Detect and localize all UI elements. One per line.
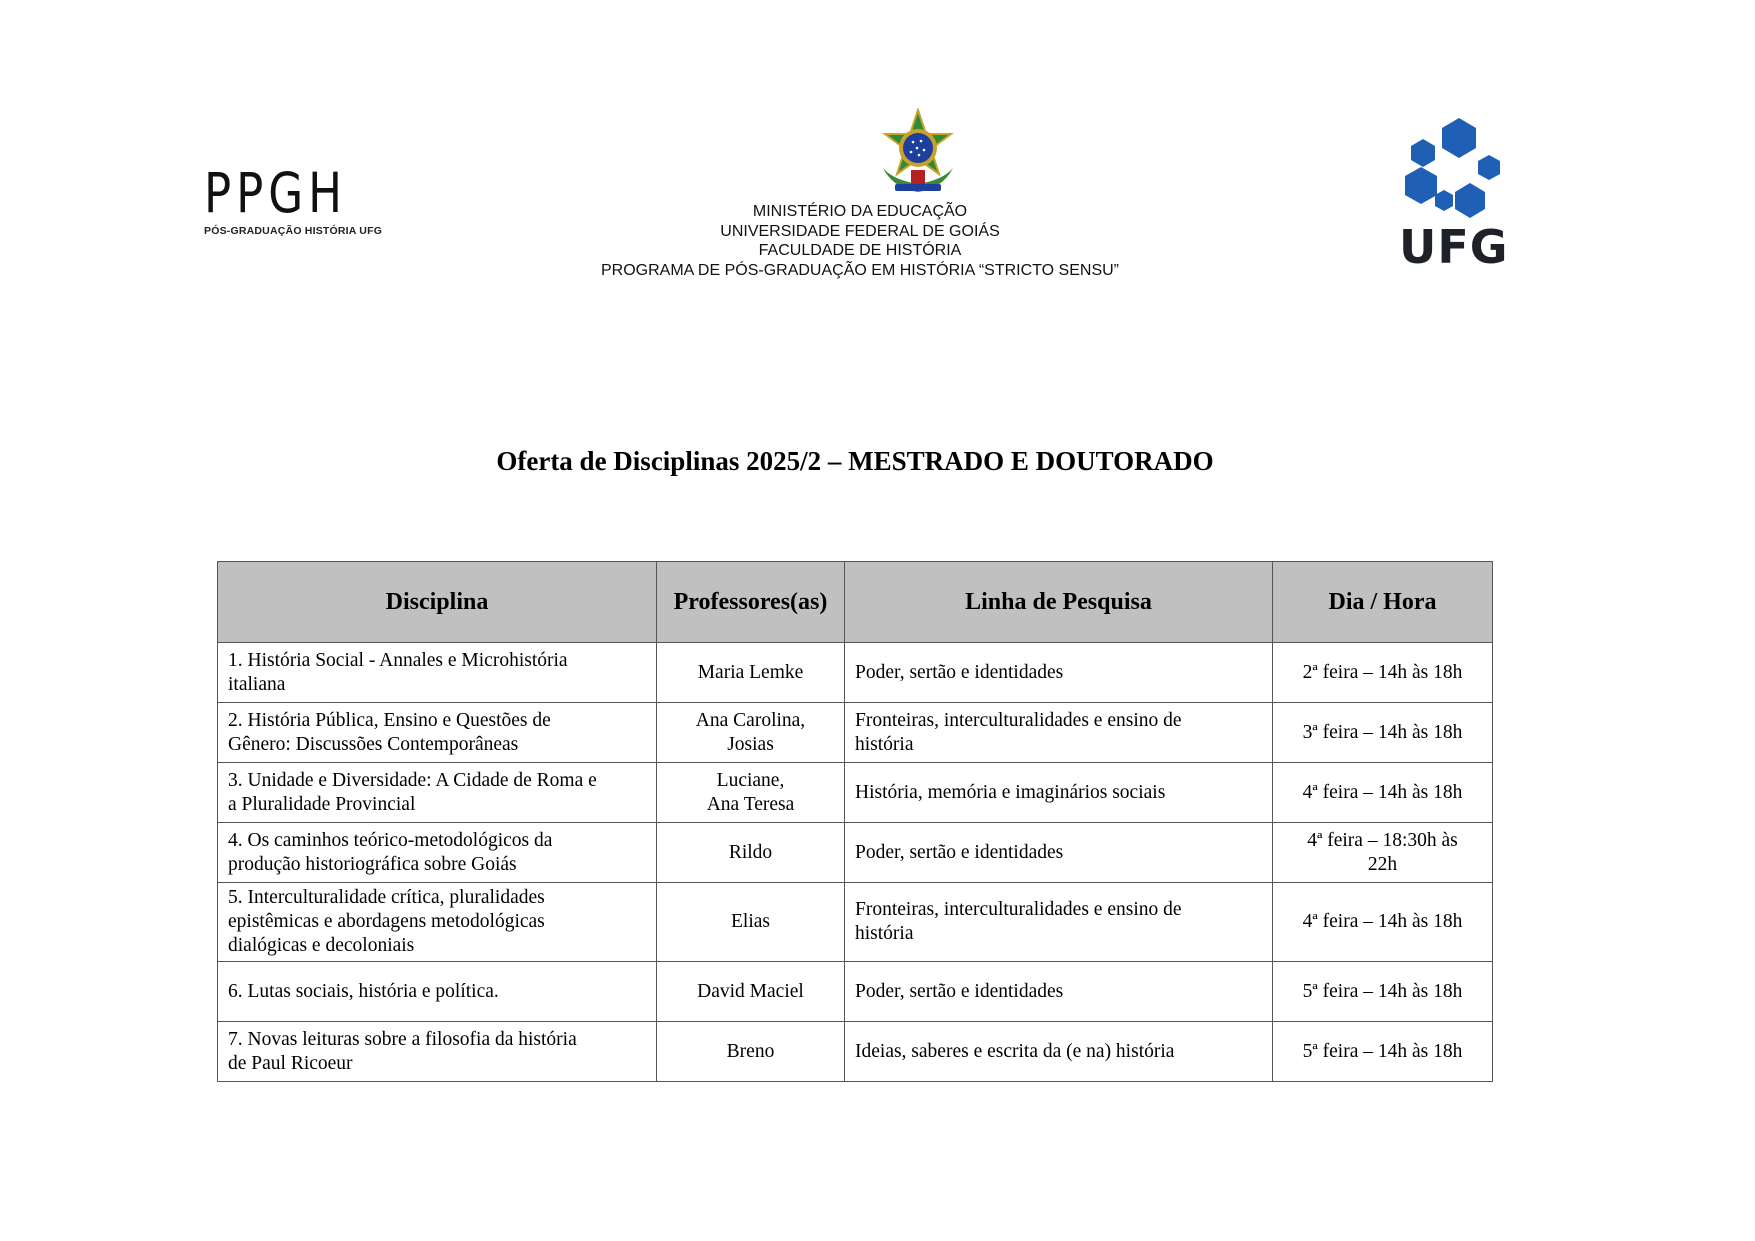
cell-line: italiana <box>228 673 286 695</box>
header-disciplina: Disciplina <box>218 562 657 643</box>
header-dia-hora: Dia / Hora <box>1273 562 1493 643</box>
cell-line: a Pluralidade Provincial <box>228 793 416 815</box>
cell-line: 4ª feira – 14h às 18h <box>1302 911 1463 932</box>
cell-professores <box>657 1022 845 1082</box>
cell-line: Poder, sertão e identidades <box>855 980 1064 1002</box>
table-row <box>218 962 1493 1022</box>
cell-line: 5ª feira – 14h às 18h <box>1302 980 1463 1002</box>
cell-line: Poder, sertão e identidades <box>855 841 1064 863</box>
cell-linha-de-pesquisa <box>845 962 1273 1022</box>
faculty-line: FACULDADE DE HISTÓRIA <box>758 242 962 259</box>
cell-linha-de-pesquisa <box>845 643 1273 703</box>
cell-dia-hora <box>1273 1022 1493 1082</box>
cell-line: 3ª feira – 14h às 18h <box>1302 721 1463 743</box>
cell-line: David Maciel <box>697 980 804 1002</box>
cell-disciplina <box>218 703 657 763</box>
cell-line: 4ª feira – 14h às 18h <box>1302 781 1463 803</box>
cell-line: 2. História Pública, Ensino e Questões de <box>228 709 551 731</box>
cell-dia-hora <box>1273 823 1493 883</box>
ppgh-logo-mark: PPGH <box>204 161 347 225</box>
cell-line: epistêmicas e abordagens metodológicas <box>228 911 545 932</box>
cell-line: 3. Unidade e Diversidade: A Cidade de Roma e <box>228 769 597 791</box>
cell-line: 2ª feira – 14h às 18h <box>1302 661 1463 683</box>
cell-line: história <box>855 733 914 755</box>
cell-line: 22h <box>1367 853 1398 875</box>
cell-line: Ideias, saberes e escrita da (e na) história <box>855 1040 1175 1062</box>
cell-line: Elias <box>731 911 770 932</box>
cell-professores <box>657 763 845 823</box>
cell-disciplina <box>218 962 657 1022</box>
header-professores: Professores(as) <box>657 562 845 643</box>
cell-professores <box>657 823 845 883</box>
cell-dia-hora <box>1273 962 1493 1022</box>
table-row <box>218 1022 1493 1082</box>
header-linha-de-pesquisa: Linha de Pesquisa <box>845 562 1273 643</box>
cell-dia-hora <box>1273 883 1493 962</box>
cell-linha-de-pesquisa <box>845 823 1273 883</box>
cell-line: Maria Lemke <box>697 661 804 683</box>
cell-disciplina <box>218 763 657 823</box>
table-body <box>218 643 1493 1082</box>
cell-line: Fronteiras, interculturalidades e ensino de <box>855 899 1182 920</box>
cell-line: Ana Carolina, <box>695 709 806 731</box>
cell-line: Rildo <box>728 841 773 863</box>
cell-professores <box>657 962 845 1022</box>
cell-dia-hora <box>1273 643 1493 703</box>
cell-line: Poder, sertão e identidades <box>855 661 1064 683</box>
institution-header <box>560 202 1160 280</box>
table-row <box>218 643 1493 703</box>
cell-line: 5ª feira – 14h às 18h <box>1302 1040 1463 1062</box>
cell-disciplina <box>218 1022 657 1082</box>
ministry-line: MINISTÉRIO DA EDUCAÇÃO <box>752 203 968 220</box>
cell-linha-de-pesquisa <box>845 883 1273 962</box>
cell-line: Fronteiras, interculturalidades e ensino de <box>855 709 1182 731</box>
ppgh-logo <box>204 161 383 237</box>
cell-line: 7. Novas leituras sobre a filosofia da história <box>228 1028 577 1050</box>
table-row <box>218 883 1493 962</box>
ppgh-logo-subtitle: PÓS-GRADUAÇÃO HISTÓRIA UFG <box>204 225 383 237</box>
cell-line: Josias <box>727 733 774 755</box>
program-line: PROGRAMA DE PÓS-GRADUAÇÃO EM HISTÓRIA “STRICTO SENSU” <box>601 261 1119 279</box>
cell-line: dialógicas e decoloniais <box>228 935 415 956</box>
document-title: Oferta de Disciplinas 2025/2 – MESTRADO E DOUTORADO <box>496 446 1214 476</box>
cell-dia-hora <box>1273 763 1493 823</box>
ufg-logo-text: UFG <box>1399 220 1509 274</box>
cell-linha-de-pesquisa <box>845 763 1273 823</box>
cell-professores <box>657 643 845 703</box>
cell-disciplina <box>218 823 657 883</box>
cell-disciplina <box>218 883 657 962</box>
course-offer-table <box>217 561 1493 1082</box>
cell-line: 4. Os caminhos teórico-metodológicos da <box>228 829 553 851</box>
cell-line: Ana Teresa <box>706 793 795 815</box>
brazil-coat-of-arms-icon <box>873 108 963 198</box>
cell-line: Gênero: Discussões Contemporâneas <box>228 733 519 755</box>
table-header-row <box>218 562 1493 643</box>
cell-line: 4ª feira – 18:30h às <box>1307 829 1458 851</box>
cell-line: Luciane, <box>716 769 785 791</box>
cell-line: 1. História Social - Annales e Microhistória <box>228 649 568 671</box>
cell-dia-hora <box>1273 703 1493 763</box>
ufg-logo <box>1399 115 1509 274</box>
university-line: UNIVERSIDADE FEDERAL DE GOIÁS <box>720 222 1000 240</box>
cell-linha-de-pesquisa <box>845 703 1273 763</box>
cell-line: 5. Interculturalidade crítica, pluralidades <box>228 887 545 908</box>
cell-line: história <box>855 923 914 944</box>
cell-linha-de-pesquisa <box>845 1022 1273 1082</box>
cell-line: 6. Lutas sociais, história e política. <box>228 980 499 1002</box>
cell-line: produção historiográfica sobre Goiás <box>228 853 517 875</box>
ufg-hexagons-icon <box>1399 115 1507 220</box>
cell-disciplina <box>218 643 657 703</box>
cell-line: de Paul Ricoeur <box>228 1052 353 1074</box>
cell-line: Breno <box>726 1040 775 1062</box>
cell-line: História, memória e imaginários sociais <box>855 781 1166 803</box>
cell-professores <box>657 883 845 962</box>
cell-professores <box>657 703 845 763</box>
table-row <box>218 703 1493 763</box>
table-row <box>218 823 1493 883</box>
table-row <box>218 763 1493 823</box>
